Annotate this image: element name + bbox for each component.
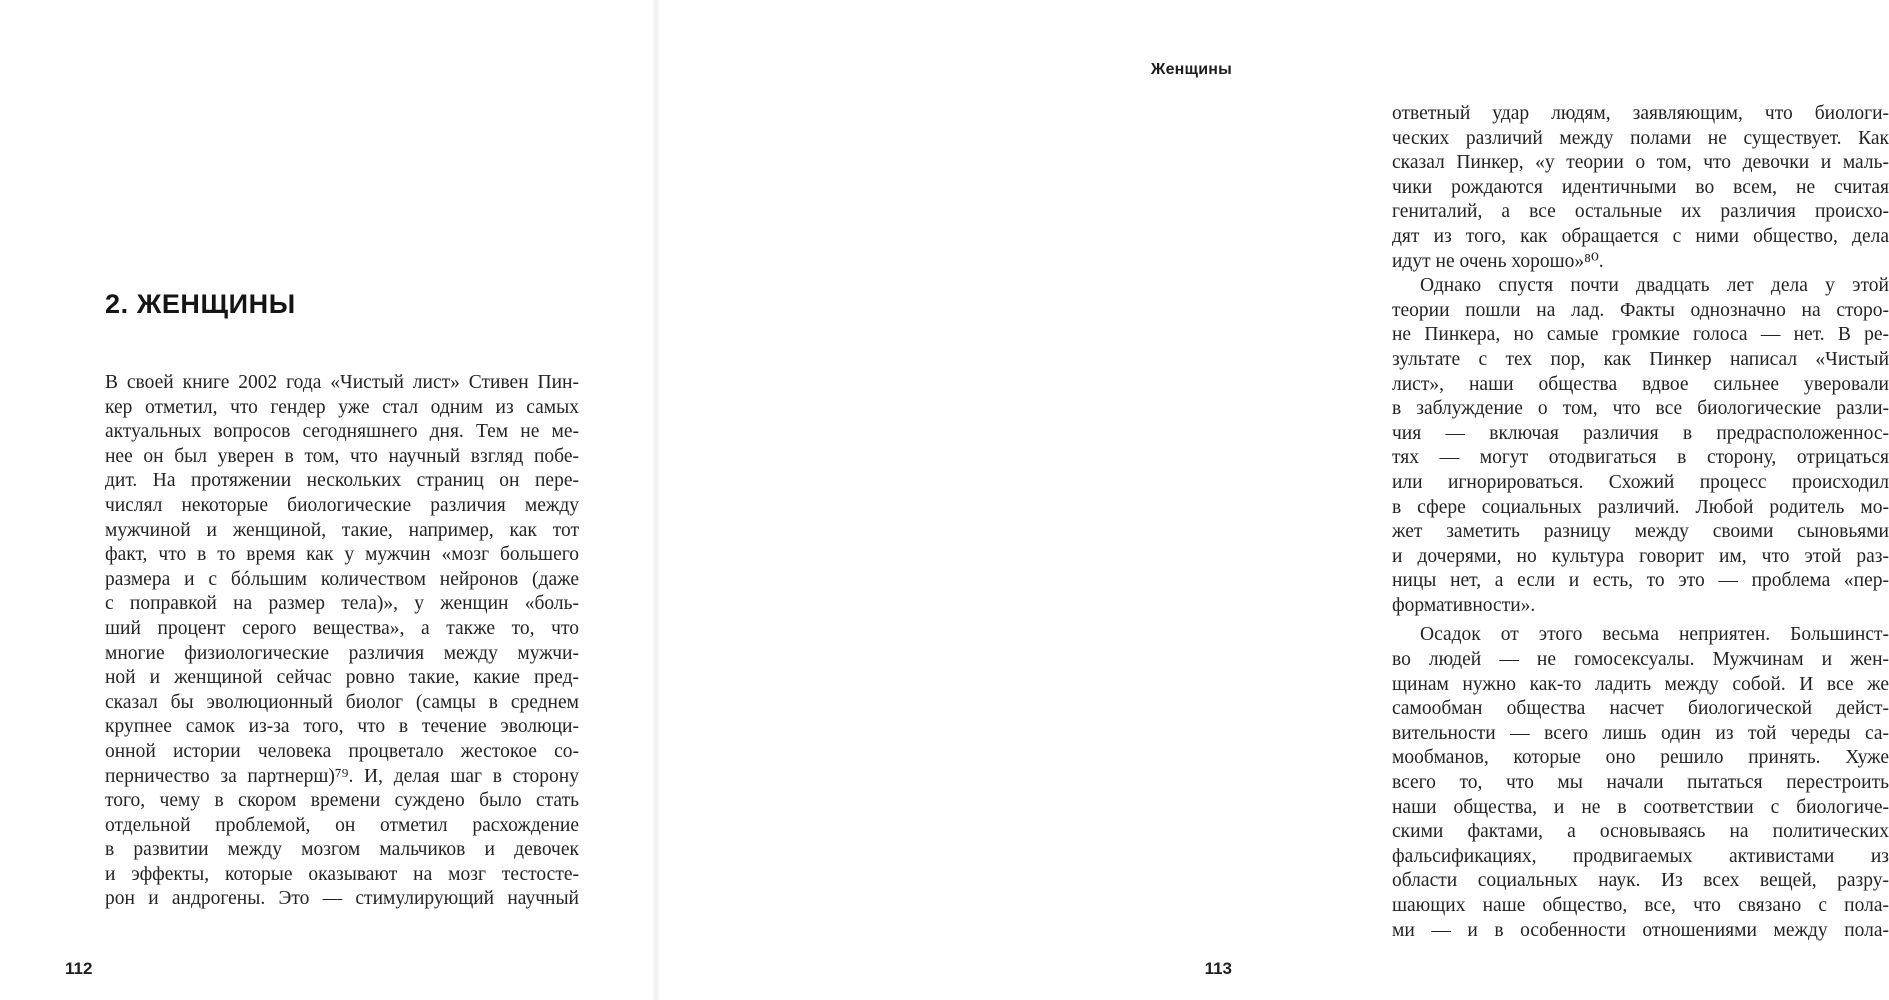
text-line: ми — и в особенности отношениями между пола- xyxy=(1392,919,1889,941)
text-line: того, чему в скором времени суждено было стать xyxy=(105,790,579,812)
text-line: скими фактами, а основываясь на политических xyxy=(1392,821,1889,843)
text-line: чики рождаются идентичными во всем, не считая xyxy=(1392,176,1889,198)
text-line: зультате с тех пор, как Пинкер написал «Чистый xyxy=(1392,348,1889,370)
left-text-column xyxy=(105,371,579,912)
chapter-title: 2. ЖЕНЩИНЫ xyxy=(105,289,296,319)
text-line: щинам нужно как-то ладить между собой. И все же xyxy=(1392,673,1889,695)
text-line: ший процент серого вещества», а также то, что xyxy=(105,617,579,639)
text-line: актуальных вопросов сегодняшнего дня. Тем не ме- xyxy=(105,421,579,443)
text-line: или игнорироваться. Схожий процесс происходил xyxy=(1392,471,1889,493)
text-line: теории пошли на лад. Факты однозначно на сторо- xyxy=(1392,299,1889,321)
text-line: ницы нет, а если и есть, то это — проблема «пер- xyxy=(1392,570,1889,592)
text-line: самообман общества насчет биологической дейст- xyxy=(1392,698,1889,720)
text-line: и дочерями, но культура говорит им, что этой раз- xyxy=(1392,545,1889,567)
text-line: чия — включая различия в предрасположеннос- xyxy=(1392,422,1889,444)
text-line: факт, что в то время как у мужчин «мозг большего xyxy=(105,544,579,566)
text-line: дят из того, как обращается с ними общество, дела xyxy=(1392,225,1889,247)
text-line: мообманов, которые оно решило принять. Хуже xyxy=(1392,747,1889,769)
text-line: и эффекты, которые оказывают на мозг тестосте- xyxy=(105,863,579,885)
text-line: В своей книге 2002 года «Чистый лист» Стивен Пин- xyxy=(105,372,579,393)
text-line: формативности». xyxy=(1392,594,1536,616)
text-line: вительности — всего лишь один из той череды са- xyxy=(1392,722,1889,744)
text-line: в развитии между мозгом мальчиков и девочек xyxy=(105,839,579,861)
text-line: ческих различий между полами не существует. Как xyxy=(1392,127,1889,149)
text-line: онной истории человека процветало жестокое со- xyxy=(105,740,579,762)
text-line: нее он был уверен в том, что научный взгляд побе- xyxy=(105,445,579,467)
text-line: Однако спустя почти двадцать лет дела у этой xyxy=(1420,275,1889,297)
running-head: Женщины xyxy=(1150,61,1232,78)
text-line: дит. На протяжении нескольких страниц он пере- xyxy=(105,470,579,492)
text-line: лист», наши общества вдвое сильнее уверовали xyxy=(1392,373,1889,395)
text-line: сказал бы эволюционный биолог (самцы в среднем xyxy=(105,691,579,713)
text-line: фальсификациях, продвигаемых активистами из xyxy=(1392,845,1889,867)
page-number-right: 113 xyxy=(1204,959,1232,978)
left-page xyxy=(0,0,655,1000)
text-line: числял некоторые биологические различия между xyxy=(105,494,579,516)
page-number-left: 112 xyxy=(65,959,93,978)
text-line: идут не очень хорошо»⁸⁰. xyxy=(1392,250,1604,272)
text-line: мужчиной и женщиной, такие, например, как тот xyxy=(105,519,579,541)
text-line: ответный удар людям, заявляющим, что биологи- xyxy=(1392,103,1889,124)
text-line: всего то, что мы начали пытаться перестроить xyxy=(1392,772,1889,794)
text-line: с поправкой на размер тела)», у женщин «боль- xyxy=(105,593,579,615)
text-line: размера и с бóльшим количеством нейронов (даже xyxy=(105,568,579,590)
text-line: многие физиологические различия между мужчи- xyxy=(105,642,579,664)
text-line: жет заметить разницу между своими сыновьями xyxy=(1392,521,1889,543)
text-line: Осадок от этого весьма неприятен. Большинст- xyxy=(1420,624,1889,646)
text-line: наши общества, и не в соответствии с биологиче- xyxy=(1392,796,1889,818)
text-line: отдельной проблемой, он отметил расхождение xyxy=(105,814,579,836)
text-line: перничество за партнерш)⁷⁹. И, делая шаг в сторону xyxy=(105,765,579,787)
text-line: шающих наше общество, все, что связано с пола- xyxy=(1392,895,1889,916)
text-line: в заблуждение о том, что все биологические разли- xyxy=(1392,398,1889,420)
text-line: не Пинкера, но самые громкие голоса — нет. В ре- xyxy=(1392,324,1889,346)
text-line: ной и женщиной сейчас ровно такие, какие пред- xyxy=(105,667,579,689)
text-line: тях — могут отодвигаться в сторону, отрицаться xyxy=(1392,447,1889,469)
text-line: в сфере социальных различий. Любой родитель мо- xyxy=(1392,496,1889,518)
text-line: гениталий, а все остальные их различия происхо- xyxy=(1392,201,1889,223)
right-text-column xyxy=(1392,102,1889,943)
text-line: сказал Пинкер, «у теории о том, что девочки и маль- xyxy=(1392,152,1889,174)
text-line: рон и андрогены. Это — стимулирующий научный xyxy=(105,888,579,910)
right-page xyxy=(657,0,1889,1000)
text-line: области социальных наук. Из всех вещей, разру- xyxy=(1392,870,1889,892)
text-line: кер отметил, что гендер уже стал одним из самых xyxy=(105,396,579,418)
text-line: крупнее самок из-за того, что в течение эволюци- xyxy=(105,716,579,738)
text-line: во людей — не гомосексуалы. Мужчинам и жен- xyxy=(1392,649,1889,671)
